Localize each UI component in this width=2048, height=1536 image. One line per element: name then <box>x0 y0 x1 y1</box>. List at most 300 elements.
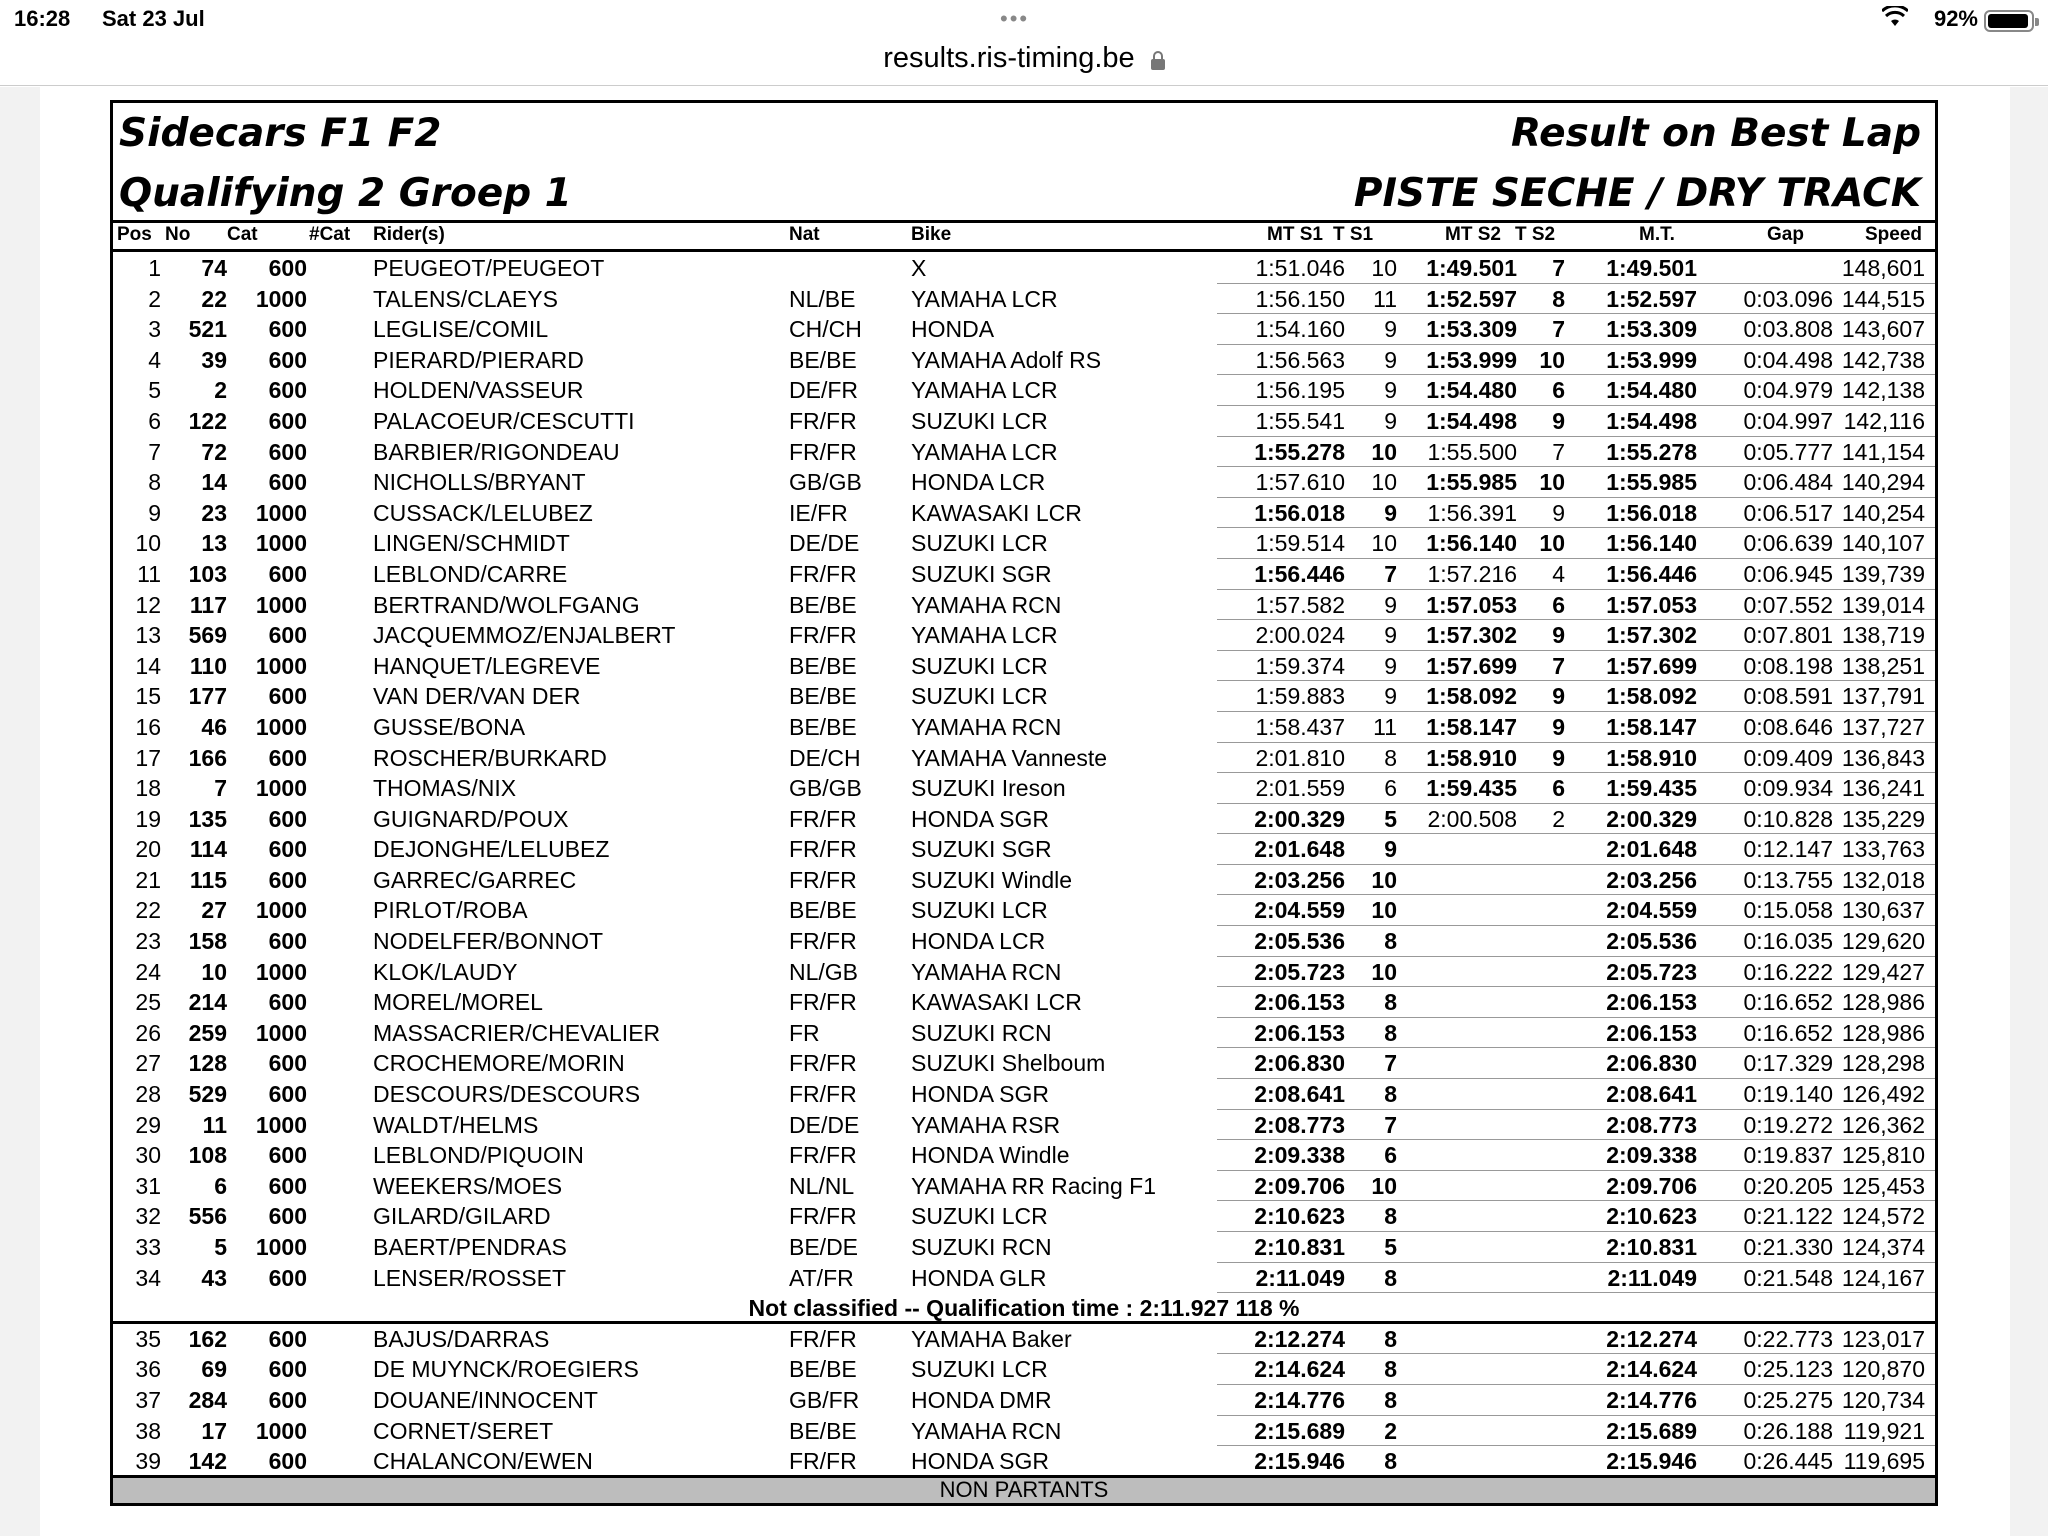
cell-riders: DOUANE/INNOCENT <box>373 1386 598 1413</box>
cell-speed: 137,791 <box>1841 683 1925 710</box>
cell-nat: BE/BE <box>789 591 857 618</box>
cell-mt-s1: 2:04.559 <box>1254 897 1345 924</box>
cell-mt-s1: 2:09.338 <box>1254 1142 1345 1169</box>
cell-riders: GILARD/GILARD <box>373 1203 551 1230</box>
cell-riders: DESCOURS/DESCOURS <box>373 1081 641 1108</box>
cell-no: 10 <box>201 958 227 985</box>
cell-gap: 0:10.828 <box>1743 805 1833 832</box>
table-row <box>113 743 1935 774</box>
cell-pos: 2 <box>148 285 161 312</box>
cell-mt-s2: 1:53.999 <box>1426 346 1517 373</box>
cell-t-s1: 9 <box>1384 316 1397 343</box>
cell-speed: 139,014 <box>1841 591 1925 618</box>
cell-no: 115 <box>189 866 227 893</box>
cell-speed: 144,515 <box>1841 285 1925 312</box>
cell-cat: 1000 <box>255 591 307 618</box>
cell-pos: 29 <box>135 1111 161 1138</box>
cell-pos: 11 <box>137 560 161 587</box>
cell-gap: 0:22.773 <box>1743 1325 1833 1352</box>
cell-speed: 128,986 <box>1841 1019 1925 1046</box>
cell-mt: 2:08.641 <box>1606 1081 1697 1108</box>
cell-pos: 27 <box>135 1050 161 1077</box>
cell-mt: 1:54.498 <box>1606 407 1697 434</box>
cell-pos: 15 <box>135 683 161 710</box>
cell-gap: 0:19.272 <box>1743 1111 1833 1138</box>
cell-gap: 0:06.639 <box>1743 530 1833 557</box>
cell-nat: FR <box>789 1019 820 1046</box>
cell-t-s1: 5 <box>1384 1234 1397 1260</box>
cell-nat: FR/FR <box>789 1448 857 1475</box>
cell-speed: 128,986 <box>1841 989 1925 1016</box>
cell-riders: BAERT/PENDRAS <box>373 1234 567 1260</box>
cell-speed: 129,620 <box>1841 928 1925 955</box>
track-condition: PISTE SECHE / DRY TRACK <box>1353 171 1921 216</box>
cell-bike: HONDA SGR <box>911 1448 1050 1475</box>
table-row <box>113 1263 1935 1294</box>
lock-icon <box>1151 51 1165 69</box>
cell-mt: 1:52.597 <box>1606 285 1697 312</box>
cell-cat: 1000 <box>255 1234 307 1260</box>
cell-mt-s2: 1:55.500 <box>1427 438 1517 465</box>
cell-no: 6 <box>214 1172 227 1199</box>
cell-cat: 600 <box>268 866 307 893</box>
cell-t-s2: 9 <box>1552 713 1565 740</box>
cell-bike: YAMAHA RCN <box>911 1417 1062 1444</box>
cell-bike: SUZUKI LCR <box>911 530 1048 557</box>
cell-mt: 1:59.435 <box>1606 775 1697 802</box>
cell-no: 177 <box>188 683 227 710</box>
cell-riders: LEBLOND/PIQUOIN <box>373 1142 584 1169</box>
cell-nat: FR/FR <box>789 1081 857 1108</box>
cell-nat: NL/GB <box>789 958 859 985</box>
multitasking-dots[interactable]: ••• <box>1000 6 1030 31</box>
cell-mt: 2:01.648 <box>1606 836 1697 863</box>
battery-percent: 92% <box>1933 6 1978 31</box>
table-row <box>113 498 1935 529</box>
table-row <box>113 865 1935 896</box>
table-row <box>113 375 1935 406</box>
cell-mt: 2:15.946 <box>1606 1448 1697 1475</box>
cell-mt-s1: 2:14.624 <box>1254 1356 1345 1383</box>
cell-no: 135 <box>188 805 227 832</box>
table-row <box>113 1079 1935 1110</box>
url-text[interactable]: results.ris-timing.be <box>883 42 1135 74</box>
cell-bike: SUZUKI SGR <box>911 836 1052 863</box>
cell-nat: BE/BE <box>789 652 857 679</box>
cell-riders: BAJUS/DARRAS <box>373 1325 550 1352</box>
cell-speed: 138,719 <box>1841 622 1925 649</box>
header-pos: Pos <box>117 224 152 245</box>
cell-speed: 142,138 <box>1841 377 1925 404</box>
cell-riders: GARREC/GARREC <box>373 866 577 893</box>
cell-no: 13 <box>201 530 227 557</box>
cell-cat: 600 <box>268 805 307 832</box>
cell-t-s1: 10 <box>1371 530 1397 557</box>
cell-gap: 0:21.122 <box>1743 1203 1833 1230</box>
table-row <box>113 467 1935 498</box>
cell-nat: FR/FR <box>789 560 857 587</box>
cell-gap: 0:06.945 <box>1743 560 1833 587</box>
cell-no: 166 <box>188 744 227 771</box>
cell-riders: PALACOEUR/CESCUTTI <box>373 407 635 434</box>
cell-mt: 1:54.480 <box>1606 377 1697 404</box>
cell-pos: 33 <box>135 1234 161 1260</box>
table-row <box>113 559 1935 590</box>
cell-no: 569 <box>188 622 227 649</box>
cell-riders: THOMAS/NIX <box>373 775 517 802</box>
non-partants-bar <box>113 1475 1935 1503</box>
cell-nat: FR/FR <box>789 438 857 465</box>
non-partants-label: NON PARTANTS <box>939 1477 1109 1502</box>
cell-mt-s1: 2:01.810 <box>1255 744 1345 771</box>
cell-bike: YAMAHA RCN <box>911 591 1062 618</box>
table-row <box>113 804 1935 835</box>
cell-riders: GUIGNARD/POUX <box>373 805 569 832</box>
cell-gap: 0:17.329 <box>1743 1050 1833 1077</box>
cell-cat: 600 <box>268 346 307 373</box>
cell-mt-s1: 1:55.278 <box>1254 438 1345 465</box>
cell-gap: 0:20.205 <box>1743 1172 1833 1199</box>
table-row <box>113 1201 1935 1232</box>
cell-mt-s1: 2:05.723 <box>1254 958 1345 985</box>
header-mts2: MT S2 <box>1445 224 1501 245</box>
cell-t-s2: 10 <box>1539 530 1565 557</box>
header-ts2: T S2 <box>1515 224 1556 245</box>
table-row <box>113 314 1935 345</box>
cell-nat: BE/BE <box>789 1417 857 1444</box>
cell-nat: BE/BE <box>789 1356 857 1383</box>
cell-mt-s2: 1:59.435 <box>1426 775 1517 802</box>
cell-gap: 0:09.934 <box>1743 775 1833 802</box>
cell-gap: 0:19.837 <box>1743 1142 1833 1169</box>
cell-nat: BE/BE <box>789 897 857 924</box>
cell-no: 11 <box>202 1111 227 1138</box>
cell-speed: 120,870 <box>1841 1356 1925 1383</box>
cell-nat: GB/GB <box>789 775 862 802</box>
cell-bike: YAMAHA LCR <box>911 285 1058 312</box>
cell-mt: 1:57.699 <box>1606 652 1697 679</box>
cell-bike: SUZUKI Ireson <box>911 775 1066 802</box>
cell-gap: 0:08.198 <box>1743 652 1833 679</box>
table-row <box>113 620 1935 651</box>
cell-gap: 0:03.808 <box>1743 316 1833 343</box>
cell-riders: PIRLOT/ROBA <box>373 897 528 924</box>
address-bar[interactable] <box>0 40 2048 86</box>
cell-no: 529 <box>188 1081 227 1108</box>
cell-pos: 8 <box>148 469 161 496</box>
cell-mt-s1: 2:00.329 <box>1254 805 1345 832</box>
cell-mt-s2: 1:54.498 <box>1426 407 1517 434</box>
cell-riders: DE MUYNCK/ROEGIERS <box>373 1356 639 1383</box>
cell-pos: 12 <box>135 591 161 618</box>
cell-pos: 5 <box>148 377 161 404</box>
table-row <box>113 528 1935 559</box>
cell-speed: 124,374 <box>1841 1234 1925 1260</box>
header-mts1: MT S1 <box>1267 224 1323 245</box>
cell-t-s1: 8 <box>1384 1264 1397 1291</box>
cell-t-s1: 10 <box>1371 897 1397 924</box>
cell-nat: IE/FR <box>789 499 848 526</box>
cell-speed: 126,362 <box>1841 1111 1925 1138</box>
cell-no: 122 <box>188 407 227 434</box>
cell-mt: 2:10.831 <box>1606 1234 1697 1260</box>
cell-no: 284 <box>188 1386 227 1413</box>
cell-no: 74 <box>201 255 227 281</box>
cell-mt-s1: 2:03.256 <box>1254 866 1345 893</box>
cell-speed: 120,734 <box>1841 1386 1925 1413</box>
table-header <box>113 224 1935 250</box>
table-row <box>113 1110 1935 1141</box>
cell-riders: TALENS/CLAEYS <box>373 285 558 312</box>
cell-pos: 4 <box>148 346 161 373</box>
cell-mt-s1: 1:59.514 <box>1255 530 1345 557</box>
table-row <box>113 1385 1935 1416</box>
cell-nat: BE/BE <box>789 683 857 710</box>
cell-mt-s1: 2:10.623 <box>1254 1203 1345 1230</box>
cell-pos: 10 <box>135 530 161 557</box>
cell-riders: BERTRAND/WOLFGANG <box>373 591 640 618</box>
status-time: 16:28 <box>14 6 71 31</box>
cell-bike: SUZUKI Shelboum <box>911 1050 1106 1077</box>
cell-cat: 1000 <box>255 1417 307 1444</box>
cell-t-s1: 8 <box>1384 1325 1397 1352</box>
cell-nat: FR/FR <box>789 1325 857 1352</box>
cell-mt-s2: 1:56.140 <box>1426 530 1517 557</box>
cell-mt: 2:00.329 <box>1606 805 1697 832</box>
cell-mt: 2:14.624 <box>1606 1356 1697 1383</box>
cell-pos: 26 <box>135 1019 161 1046</box>
table-row <box>113 1171 1935 1202</box>
cell-bike: KAWASAKI LCR <box>911 989 1082 1016</box>
cell-speed: 143,607 <box>1841 316 1925 343</box>
cell-mt-s1: 2:01.559 <box>1255 775 1345 802</box>
cell-mt: 2:03.256 <box>1606 866 1697 893</box>
cell-speed: 119,921 <box>1843 1417 1925 1444</box>
cell-mt: 2:05.723 <box>1606 958 1697 985</box>
cell-cat: 600 <box>268 1050 307 1077</box>
cell-pos: 39 <box>135 1448 161 1475</box>
cell-mt: 2:11.049 <box>1607 1264 1697 1291</box>
cell-cat: 600 <box>268 255 307 281</box>
cell-t-s1: 5 <box>1384 805 1397 832</box>
table-row <box>113 1354 1935 1385</box>
cell-t-s1: 6 <box>1384 1142 1397 1169</box>
cell-t-s1: 10 <box>1371 866 1397 893</box>
cell-riders: LINGEN/SCHMIDT <box>373 530 570 557</box>
cell-cat: 600 <box>268 928 307 955</box>
cell-gap: 0:12.147 <box>1743 836 1833 863</box>
cell-t-s2: 7 <box>1552 438 1565 465</box>
header-mt: M.T. <box>1639 224 1675 245</box>
cell-pos: 32 <box>135 1203 161 1230</box>
cell-t-s1: 8 <box>1384 1203 1397 1230</box>
cell-mt: 1:58.147 <box>1606 713 1697 740</box>
table-row <box>113 834 1935 865</box>
cell-gap: 0:05.777 <box>1743 438 1833 465</box>
cell-t-s1: 10 <box>1371 958 1397 985</box>
table-row <box>113 1446 1935 1477</box>
cell-no: 39 <box>201 346 227 373</box>
cell-nat: FR/FR <box>789 1142 857 1169</box>
cell-riders: CORNET/SERET <box>373 1417 554 1444</box>
cell-nat: BE/BE <box>789 346 857 373</box>
cell-nat: FR/FR <box>789 989 857 1016</box>
cell-t-s1: 6 <box>1384 775 1397 802</box>
cell-t-s1: 8 <box>1384 1081 1397 1108</box>
cell-bike: SUZUKI SGR <box>911 560 1052 587</box>
cell-mt-s1: 2:06.153 <box>1254 989 1345 1016</box>
cell-t-s1: 8 <box>1384 1019 1397 1046</box>
cell-mt: 1:57.053 <box>1606 591 1697 618</box>
cell-cat: 600 <box>268 1386 307 1413</box>
cell-cat: 600 <box>268 1448 307 1475</box>
cell-pos: 9 <box>148 499 161 526</box>
cell-cat: 1000 <box>255 652 307 679</box>
cell-riders: CROCHEMORE/MORIN <box>373 1050 625 1077</box>
cell-bike: HONDA Windle <box>911 1142 1070 1169</box>
cell-nat: GB/GB <box>789 469 862 496</box>
cell-mt: 1:55.278 <box>1606 438 1697 465</box>
cell-t-s1: 8 <box>1384 989 1397 1016</box>
cell-gap: 0:25.123 <box>1743 1356 1833 1383</box>
cell-mt-s1: 1:56.150 <box>1255 285 1345 312</box>
cell-mt: 2:12.274 <box>1606 1325 1697 1352</box>
cell-riders: LEGLISE/COMIL <box>373 316 549 343</box>
cell-mt-s2: 1:56.391 <box>1427 499 1517 526</box>
cell-speed: 139,739 <box>1841 560 1925 587</box>
cell-nat: FR/FR <box>789 836 857 863</box>
cell-pos: 31 <box>135 1172 161 1199</box>
cell-mt-s1: 1:56.018 <box>1254 499 1345 526</box>
table-row <box>113 712 1935 743</box>
cell-gap: 0:21.330 <box>1743 1234 1833 1260</box>
cell-cat: 600 <box>268 1203 307 1230</box>
cell-cat: 1000 <box>255 713 307 740</box>
cell-bike: SUZUKI Windle <box>911 866 1073 893</box>
cell-gap: 0:13.755 <box>1743 866 1833 893</box>
cell-bike: YAMAHA LCR <box>911 622 1058 649</box>
cell-nat: FR/FR <box>789 622 857 649</box>
cell-gap: 0:21.548 <box>1743 1264 1833 1291</box>
cell-no: 14 <box>201 469 227 496</box>
result-type: Result on Best Lap <box>1511 111 1921 156</box>
cell-mt-s2: 1:57.053 <box>1426 591 1517 618</box>
cell-nat: DE/FR <box>789 377 858 404</box>
cell-no: 259 <box>188 1019 227 1046</box>
cell-cat: 600 <box>268 407 307 434</box>
cell-mt-s1: 2:00.024 <box>1255 622 1345 649</box>
results-table-body <box>113 253 1935 1477</box>
cell-mt-s2: 1:58.092 <box>1426 683 1517 710</box>
cell-cat: 600 <box>268 1264 307 1291</box>
cell-bike: YAMAHA Baker <box>911 1325 1072 1352</box>
cell-nat: NL/BE <box>789 285 856 312</box>
cell-mt-s2: 1:58.910 <box>1426 744 1517 771</box>
cell-t-s1: 9 <box>1384 499 1397 526</box>
cell-t-s2: 7 <box>1552 652 1565 679</box>
cell-speed: 138,251 <box>1841 652 1925 679</box>
cell-mt: 1:56.018 <box>1606 499 1697 526</box>
cell-speed: 136,241 <box>1841 775 1925 802</box>
cell-riders: LENSER/ROSSET <box>373 1264 566 1291</box>
cell-cat: 600 <box>268 744 307 771</box>
cell-t-s1: 9 <box>1384 683 1397 710</box>
table-row <box>113 284 1935 315</box>
cell-no: 7 <box>214 775 227 802</box>
cell-mt-s1: 1:59.883 <box>1255 683 1345 710</box>
cell-cat: 1000 <box>255 1111 307 1138</box>
cell-bike: KAWASAKI LCR <box>911 499 1082 526</box>
cell-bike: HONDA <box>911 316 995 343</box>
cell-speed: 140,254 <box>1841 499 1925 526</box>
header-cat: Cat <box>227 224 258 245</box>
cell-no: 158 <box>188 928 227 955</box>
cell-speed: 125,810 <box>1841 1142 1925 1169</box>
cell-gap: 0:16.652 <box>1743 989 1833 1016</box>
cell-riders: ROSCHER/BURKARD <box>373 744 607 771</box>
cell-mt: 1:53.999 <box>1606 346 1697 373</box>
cell-mt-s1: 1:56.563 <box>1255 346 1345 373</box>
cell-cat: 600 <box>268 560 307 587</box>
cell-no: 72 <box>201 438 227 465</box>
cell-gap: 0:04.979 <box>1743 377 1833 404</box>
cell-mt-s2: 1:57.216 <box>1427 560 1517 587</box>
cell-speed: 125,453 <box>1841 1172 1925 1199</box>
cell-nat: NL/NL <box>789 1172 855 1199</box>
cell-speed: 140,107 <box>1841 530 1925 557</box>
cell-nat: FR/FR <box>789 1050 857 1077</box>
cell-cat: 1000 <box>255 958 307 985</box>
cell-t-s1: 8 <box>1384 928 1397 955</box>
cell-t-s2: 9 <box>1552 499 1565 526</box>
cell-mt-s1: 1:57.582 <box>1255 591 1345 618</box>
cell-mt: 2:06.830 <box>1606 1050 1697 1077</box>
cell-riders: CUSSACK/LELUBEZ <box>373 499 593 526</box>
cell-no: 43 <box>201 1264 227 1291</box>
cell-t-s1: 10 <box>1371 469 1397 496</box>
cell-mt: 1:56.446 <box>1606 560 1697 587</box>
cell-gap: 0:07.552 <box>1743 591 1833 618</box>
cell-t-s1: 9 <box>1384 346 1397 373</box>
cell-gap: 0:16.652 <box>1743 1019 1833 1046</box>
cell-mt: 2:06.153 <box>1606 989 1697 1016</box>
cell-no: 214 <box>188 989 227 1016</box>
cell-nat: AT/FR <box>789 1264 854 1291</box>
cell-no: 46 <box>201 713 227 740</box>
cell-pos: 22 <box>135 897 161 924</box>
cell-riders: KLOK/LAUDY <box>373 958 518 985</box>
cell-t-s1: 9 <box>1384 377 1397 404</box>
cell-gap: 0:03.096 <box>1743 285 1833 312</box>
cell-mt-s1: 2:01.648 <box>1254 836 1345 863</box>
cell-pos: 38 <box>135 1417 161 1444</box>
cell-mt-s2: 1:54.480 <box>1426 377 1517 404</box>
cell-pos: 18 <box>135 775 161 802</box>
cell-t-s1: 11 <box>1373 285 1397 312</box>
cell-t-s1: 10 <box>1371 255 1397 281</box>
cell-mt-s2: 1:55.985 <box>1426 469 1517 496</box>
table-row <box>113 590 1935 621</box>
cell-bike: SUZUKI LCR <box>911 407 1048 434</box>
cell-bike: YAMAHA RSR <box>911 1111 1061 1138</box>
cell-mt: 2:08.773 <box>1606 1111 1697 1138</box>
cell-pos: 24 <box>135 958 161 985</box>
cell-no: 17 <box>201 1417 227 1444</box>
cell-no: 117 <box>189 591 227 618</box>
cell-mt: 2:10.623 <box>1606 1203 1697 1230</box>
cell-nat: FR/FR <box>789 805 857 832</box>
cell-mt-s2: 1:57.699 <box>1426 652 1517 679</box>
